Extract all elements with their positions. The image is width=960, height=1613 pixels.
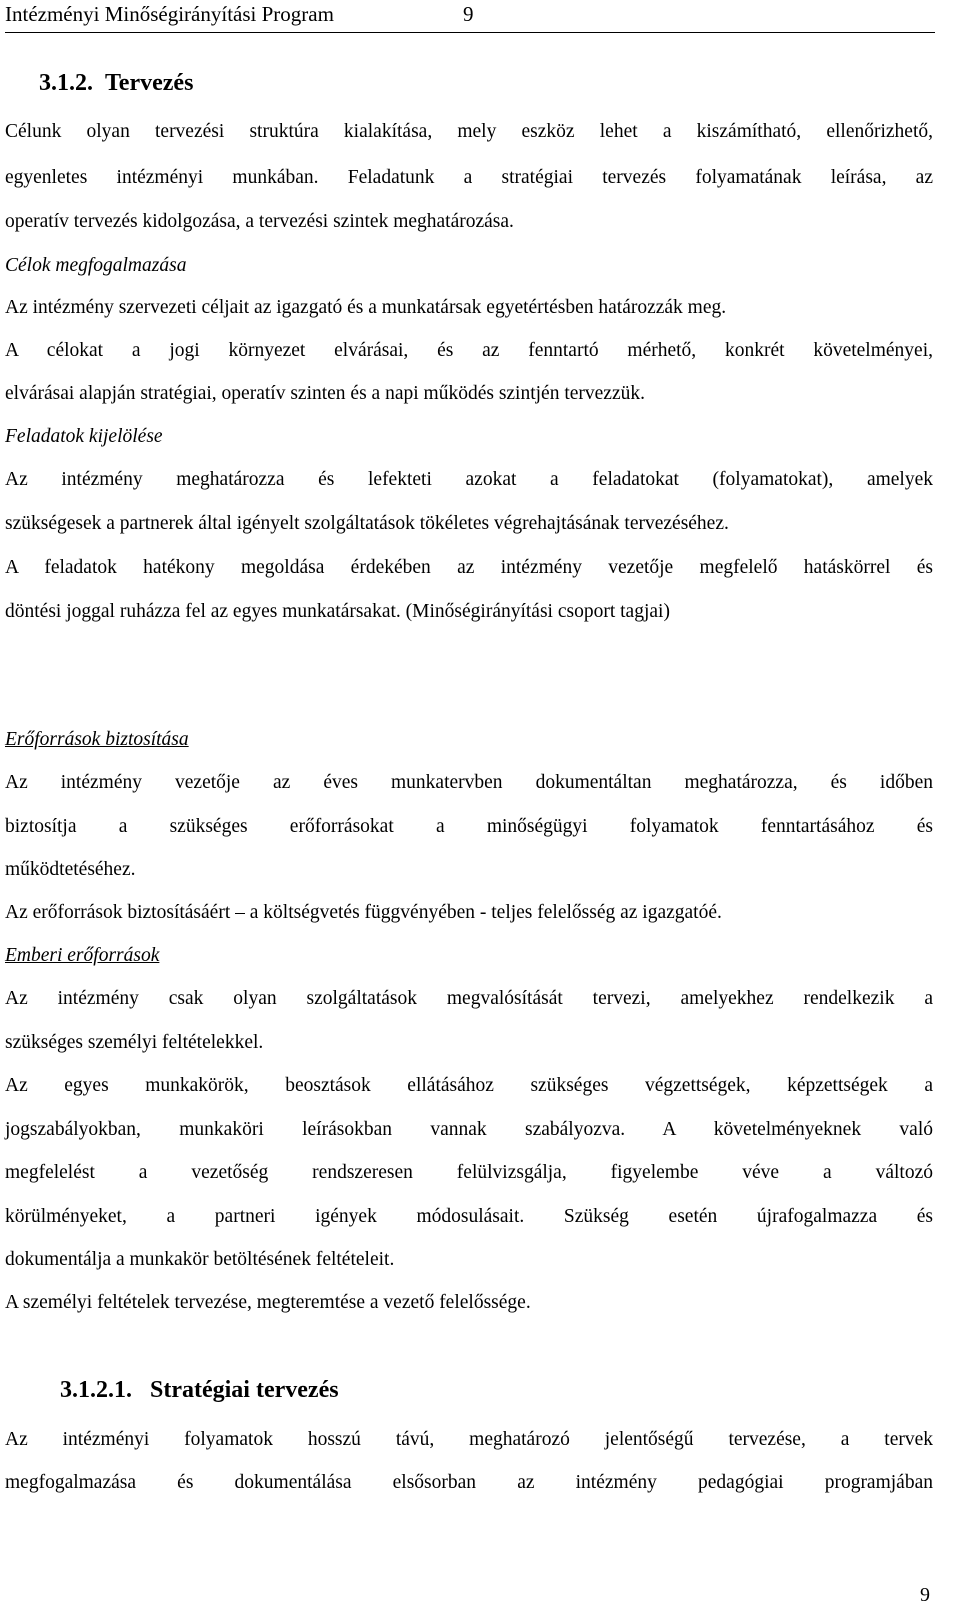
- emberi-line-1: Az intézmény csak olyan szolgáltatások megvalósítását tervezi, amelyekhez rendelkezik a: [5, 988, 933, 1009]
- celok-heading: Célok megfogalmazása: [5, 255, 187, 276]
- eroforrasok-line-4: Az erőforrások biztosításáért – a költségvetés függvényében - teljes felelősség az igazgatóé.: [5, 902, 722, 923]
- header-title: Intézményi Minőségirányítási Program: [5, 2, 334, 26]
- celok-line-3: elvárásai alapján stratégiai, operatív szinten és a napi működés szintjén tervezzük.: [5, 383, 645, 404]
- eroforrasok-heading: Erőforrások biztosítása: [5, 729, 189, 750]
- feladatok-line-2: szükségesek a partnerek által igényelt szolgáltatások tökéletes végrehajtásának tervezéséhez.: [5, 513, 729, 534]
- emberi-line-3: Az egyes munkakörök, beosztások ellátásához szükséges végzettségek, képzettségek a: [5, 1075, 933, 1096]
- emberi-line-5: megfelelést a vezetőség rendszeresen felülvizsgálja, figyelembe véve a változó: [5, 1162, 933, 1183]
- emberi-line-7: dokumentálja a munkakör betöltésének feltételeit.: [5, 1249, 395, 1270]
- emberi-line-4: jogszabályokban, munkaköri leírásokban vannak szabályozva. A követelményeknek való: [5, 1119, 933, 1140]
- emberi-heading: Emberi erőforrások: [5, 945, 160, 966]
- feladatok-line-3: A feladatok hatékony megoldása érdekében az intézmény vezetője megfelelő hatáskörrel és: [5, 557, 933, 578]
- header-page-number: 9: [463, 2, 474, 26]
- section-heading: [39, 70, 960, 97]
- feladatok-heading: Feladatok kijelölése: [5, 426, 163, 447]
- emberi-line-6: körülményeket, a partneri igények módosulásait. Szükség esetén újrafogalmazza és: [5, 1206, 933, 1227]
- eroforrasok-line-3: működtetéséhez.: [5, 859, 136, 880]
- intro-line-3: operatív tervezés kidolgozása, a tervezési szintek meghatározása.: [5, 211, 514, 232]
- subsection-line-1: Az intézményi folyamatok hosszú távú, meghatározó jelentőségű tervezése, a tervek: [5, 1429, 933, 1450]
- subsection-number: 3.1.2.1.: [60, 1377, 132, 1403]
- intro-line-1: Célunk olyan tervezési struktúra kialakítása, mely eszköz lehet a kiszámítható, ellenőrizhető,: [5, 121, 933, 142]
- intro-line-2: egyenletes intézményi munkában. Feladatunk a stratégiai tervezés folyamatának leírása, az: [5, 167, 933, 188]
- footer-page-number: 9: [920, 1584, 930, 1606]
- section-number: 3.1.2.: [39, 70, 93, 96]
- emberi-line-2: szükséges személyi feltételekkel.: [5, 1032, 264, 1053]
- feladatok-line-1: Az intézmény meghatározza és lefekteti azokat a feladatokat (folyamatokat), amelyek: [5, 469, 933, 490]
- emberi-line-8: A személyi feltételek tervezése, megteremtése a vezető felelőssége.: [5, 1292, 531, 1313]
- celok-line-1: Az intézmény szervezeti céljait az igazgató és a munkatársak egyetértésben határozzák meg.: [5, 297, 727, 318]
- subsection-title: Stratégiai tervezés: [150, 1377, 339, 1403]
- celok-line-2: A célokat a jogi környezet elvárásai, és az fenntartó mérhető, konkrét követelményei,: [5, 340, 933, 361]
- section-title: Tervezés: [105, 70, 194, 96]
- eroforrasok-line-2: biztosítja a szükséges erőforrásokat a minőségügyi folyamatok fenntartásához és: [5, 816, 933, 837]
- subsection-line-2: megfogalmazása és dokumentálása elsősorban az intézmény pedagógiai programjában: [5, 1472, 933, 1493]
- eroforrasok-line-1: Az intézmény vezetője az éves munkatervben dokumentáltan meghatározza, és időben: [5, 772, 933, 793]
- feladatok-line-4: döntési joggal ruházza fel az egyes munkatársakat. (Minőségirányítási csoport tagjai): [5, 601, 670, 622]
- subsection-heading: [60, 1377, 960, 1404]
- page-header: [5, 0, 935, 33]
